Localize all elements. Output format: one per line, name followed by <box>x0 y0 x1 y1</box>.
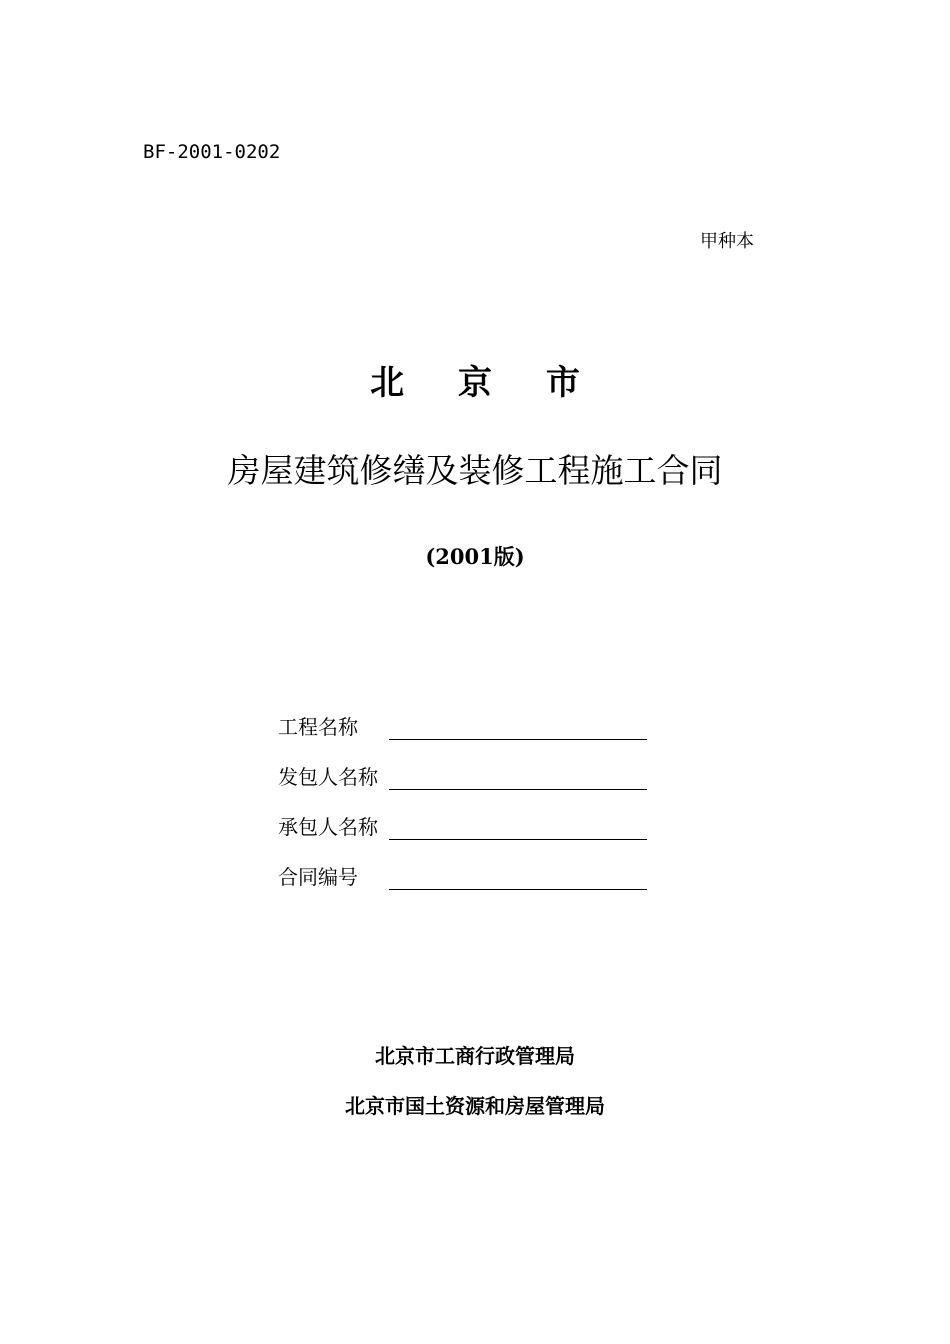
contract-title: 房屋建筑修缮及装修工程施工合同 <box>227 451 723 490</box>
field-blank[interactable] <box>389 717 647 740</box>
field-blank[interactable] <box>389 767 647 790</box>
city-title <box>0 355 950 404</box>
copy-type-label: 甲种本 <box>700 231 754 252</box>
city-char: 市 <box>545 363 580 403</box>
city-char: 北 <box>370 363 405 403</box>
issuer-land-housing-bureau: 北京市国土资源和房屋管理局 <box>345 1094 605 1118</box>
field-label: 承包人名称 <box>278 815 378 839</box>
field-label: 发包人名称 <box>278 765 378 789</box>
field-employer-name <box>278 740 658 790</box>
field-project-name <box>278 690 658 740</box>
field-blank[interactable] <box>389 817 647 840</box>
document-code: BF-2001-0202 <box>143 141 281 163</box>
field-blank[interactable] <box>389 867 647 890</box>
field-label: 合同编号 <box>278 865 358 889</box>
city-char: 京 <box>458 363 492 403</box>
edition-label: (2001版) <box>425 544 525 569</box>
field-contractor-name <box>278 790 658 840</box>
field-label: 工程名称 <box>278 715 358 739</box>
contract-fields <box>278 690 658 890</box>
field-contract-number <box>278 840 658 890</box>
issuer-industry-commerce-bureau: 北京市工商行政管理局 <box>375 1044 575 1068</box>
